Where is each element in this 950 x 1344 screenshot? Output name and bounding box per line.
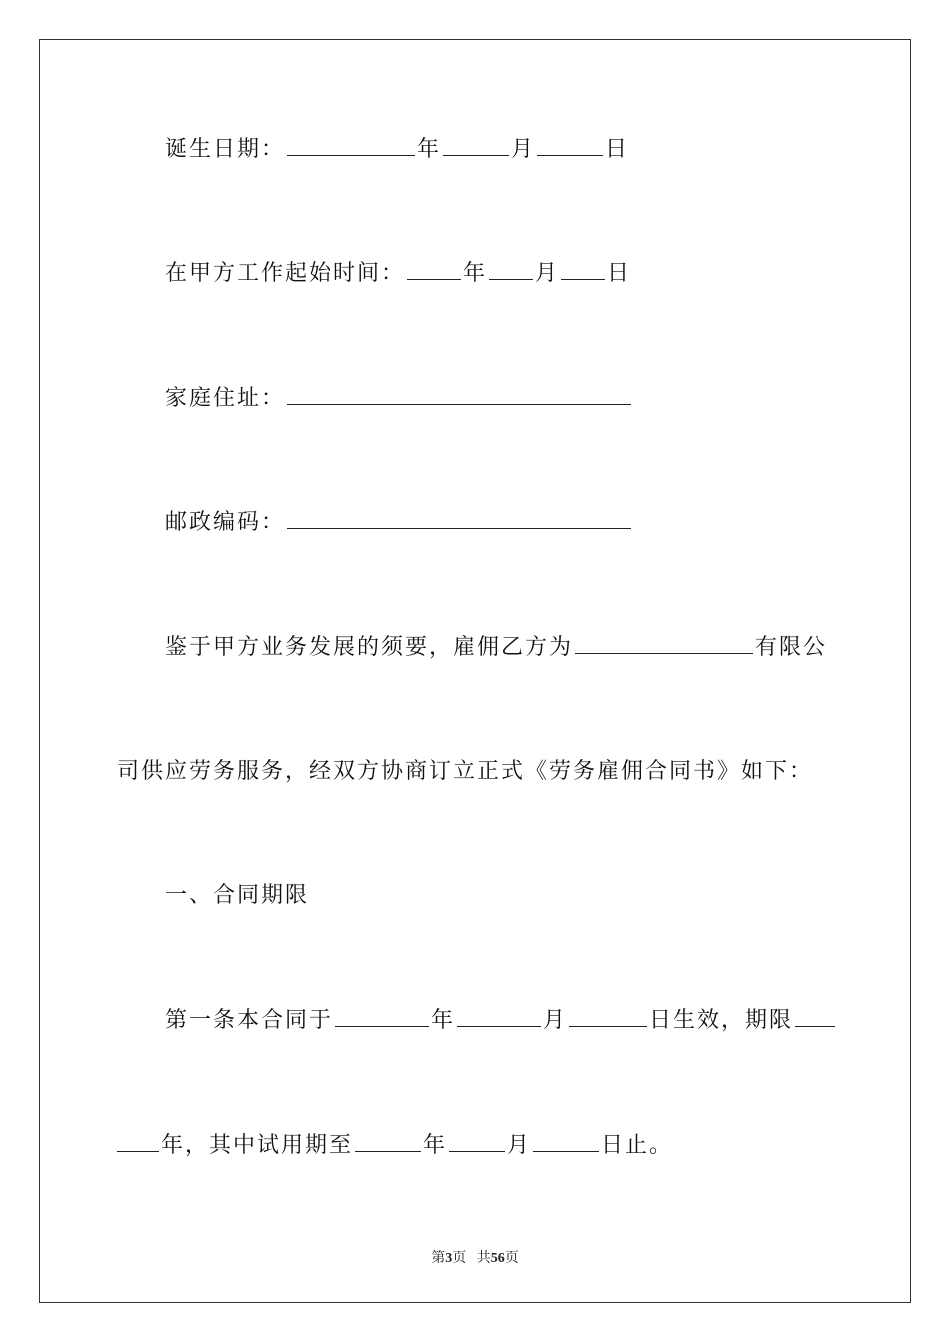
intro-text-1: 鉴于甲方业务发展的须要，雇佣乙方为 [165, 635, 574, 660]
intro-text-2: 有限公 [755, 635, 828, 660]
day-char: 日 [607, 261, 632, 286]
postal-code-line [165, 508, 633, 538]
birth-month-blank[interactable] [443, 135, 509, 156]
footer-prefix: 第 [431, 1251, 446, 1266]
probation-year-blank[interactable] [355, 1131, 421, 1152]
address-line [165, 384, 633, 414]
month-char: 月 [511, 137, 536, 162]
month-char: 月 [535, 261, 560, 286]
article1-text-4: 日止。 [601, 1133, 674, 1158]
probation-month-blank[interactable] [449, 1131, 505, 1152]
postal-code-blank[interactable] [287, 508, 631, 529]
total-pages: 56 [490, 1251, 505, 1266]
year-char: 年 [463, 261, 488, 286]
month-char: 月 [507, 1133, 532, 1158]
year-char: 年 [431, 1008, 456, 1033]
footer-mid: 页 共 [452, 1251, 491, 1266]
page-footer [0, 1247, 950, 1267]
address-label: 家庭住址： [165, 386, 286, 411]
start-date-line [165, 259, 631, 289]
term-blank-cont[interactable] [117, 1131, 159, 1152]
birth-date-label: 诞生日期： [165, 137, 286, 162]
page-border [39, 39, 911, 1303]
start-date-label: 在甲方工作起始时间： [165, 261, 406, 286]
intro-text-3: 司供应劳务服务，经双方协商订立正式《劳务雇佣合同书》如下： [117, 759, 814, 784]
term-blank[interactable] [795, 1006, 835, 1027]
birth-day-blank[interactable] [537, 135, 603, 156]
intro-line-1 [165, 633, 827, 663]
year-char: 年 [423, 1133, 448, 1158]
article1-line-2 [117, 1131, 673, 1161]
article1-text-3: 年，其中试用期至 [161, 1133, 354, 1158]
probation-day-blank[interactable] [533, 1131, 599, 1152]
month-char: 月 [543, 1008, 568, 1033]
intro-line-2 [117, 757, 813, 787]
page-number: 3 [445, 1251, 453, 1266]
section-title: 一、合同期限 [165, 883, 310, 908]
postal-code-label: 邮政编码： [165, 510, 286, 535]
effective-year-blank[interactable] [335, 1006, 429, 1027]
start-day-blank[interactable] [561, 259, 605, 280]
effective-month-blank[interactable] [457, 1006, 541, 1027]
company-name-blank[interactable] [575, 633, 753, 654]
section-heading [165, 881, 309, 911]
birth-year-blank[interactable] [287, 135, 415, 156]
address-blank[interactable] [287, 384, 631, 405]
article1-line-1 [165, 1006, 837, 1036]
footer-suffix: 页 [504, 1251, 519, 1266]
article1-text-2: 日生效，期限 [649, 1008, 794, 1033]
effective-day-blank[interactable] [569, 1006, 647, 1027]
birth-date-line [165, 135, 629, 165]
day-char: 日 [605, 137, 630, 162]
start-year-blank[interactable] [407, 259, 461, 280]
year-char: 年 [417, 137, 442, 162]
start-month-blank[interactable] [489, 259, 533, 280]
article1-text-1: 第一条本合同于 [165, 1008, 334, 1033]
